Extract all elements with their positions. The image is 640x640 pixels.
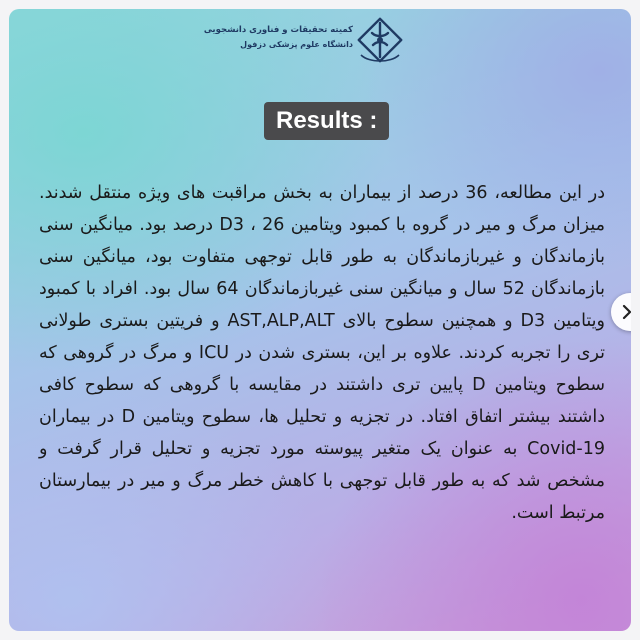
org-name bbox=[204, 23, 353, 52]
next-slide-button[interactable] bbox=[611, 293, 631, 331]
org-name-line2: دانشگاه علوم پزشکی دزفول bbox=[240, 40, 353, 49]
chevron-right-icon bbox=[619, 304, 631, 320]
org-logo bbox=[203, 11, 411, 71]
university-emblem-icon bbox=[351, 11, 411, 71]
org-name-line1: کمیته تحقیقات و فناوری دانشجویی bbox=[203, 25, 353, 35]
results-paragraph: در این مطالعه، 36 درصد از بیماران به بخش مراقبت های ویژه منتقل شدند. میزان مرگ و میر در گروه با کمبود ویتامین D3 ، 26 درصد بود. میانگین سنی بازماندگان و غیربازماندگان به طور قابل توجهی متفاوت بود، میانگین سنی بازماندگان 52 سال و میانگین سنی غیربازماندگان 64 سال بود. افراد با کمبود ویتامین D3 و همچنین سطوح بالای AST,ALP,ALT و فریتین بستری طولانی تری را تجربه کردند. علاوه بر این، بستری شدن در ICU و مرگ در گروهی که سطوح ویتامین D پایین تری داشتند در مقایسه با گروهی که سطوح کافی داشتند بیشتر اتفاق افتاد. در تجزیه و تحلیل ها، سطوح ویتامین D در بیماران Covid-19 به عنوان یک متغیر پیوسته مورد تجزیه و تحلیل قرار گرفت و مشخص شد که به طور قابل توجهی با کاهش خطر مرگ و میر در بیمارستان مرتبط است. bbox=[39, 182, 605, 523]
results-title: Results : bbox=[264, 102, 389, 140]
post-card bbox=[9, 9, 631, 631]
